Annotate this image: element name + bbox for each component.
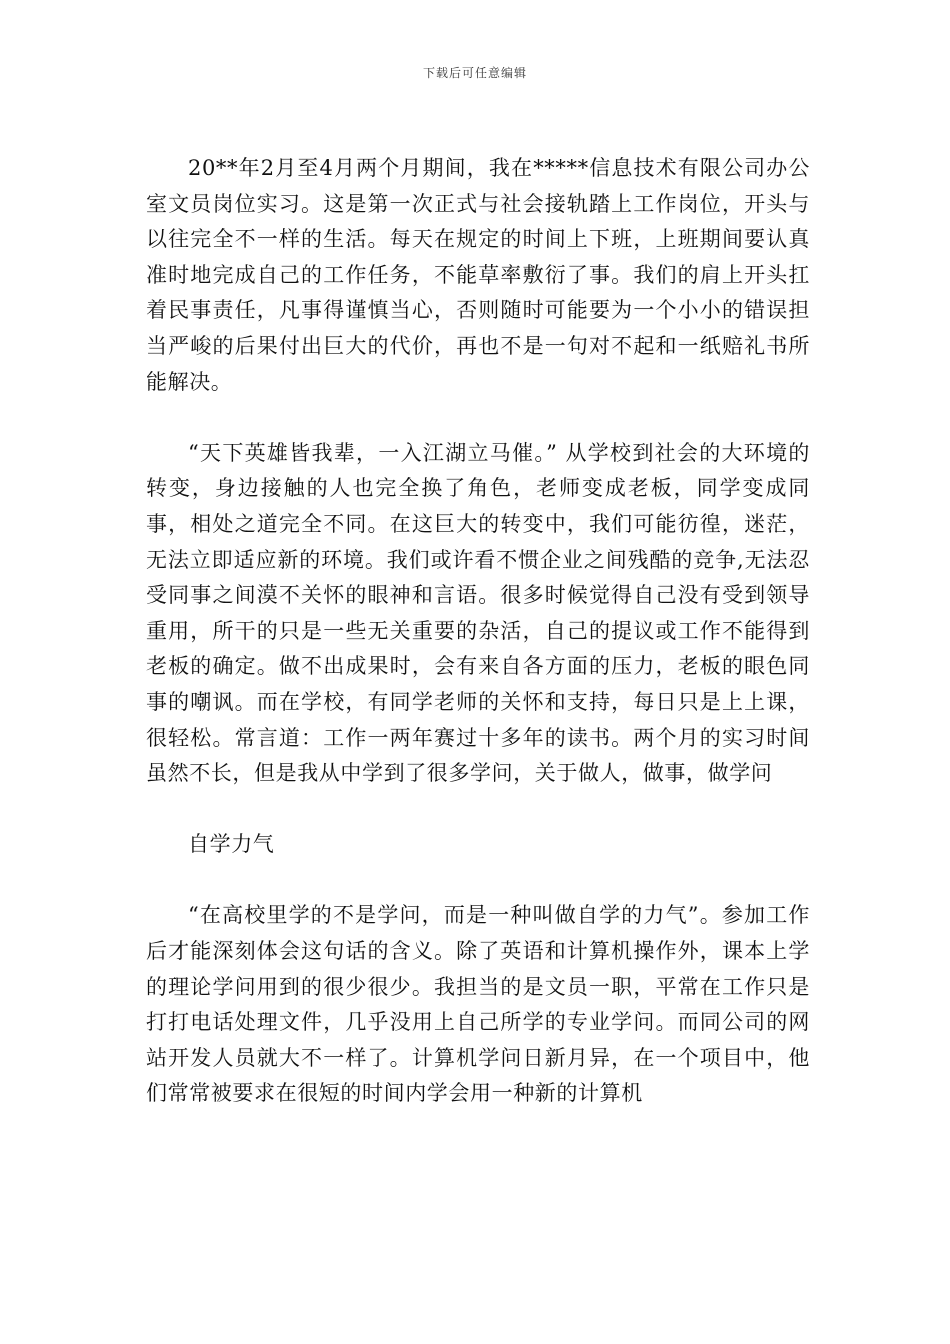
paragraph-environment-change: “天下英雄皆我辈，一入江湖立马催。” 从学校到社会的大环境的转变，身边接触的人也完全换了角色，老师变成老板，同学变成同事，相处之道完全不同。在这巨大的转变中，我们可能彷徨，迷茫，无法立即适应新的环境。我们或许看不惯企业之间残酷的竞争,无法忍受同事之间漠不关怀的眼神和言语。很多时候觉得自己没有受到领导重用，所干的只是一些无关重要的杂活，自己的提议或工作不能得到老板的确定。做不出成果时，会有来自各方面的压力，老板的眼色同事的嘲讽。而在学校，有同学老师的关怀和支持，每日只是上上课，很轻松。常言道：工作一两年赛过十多年的读书。两个月的实习时间虽然不长，但是我从中学到了很多学问，关于做人，做事，做学问 <box>146 440 810 786</box>
paragraph-internship-intro: 20**年2月至4月两个月期间，我在*****信息技术有限公司办公室文员岗位实习。这是第一次正式与社会接轨踏上工作岗位，开头与以往完全不一样的生活。每天在规定的时间上下班，上班期间要认真准时地完成自己的工作任务，不能草率敷衍了事。我们的肩上开头扛着民事责任，凡事得谨慎当心，否则随时可能要为一个小小的错误担当严峻的后果付出巨大的代价，再也不是一句对不起和一纸赔礼书所能解决。 <box>146 156 810 394</box>
section-heading-self-study: 自学力气 <box>188 832 275 857</box>
paragraph-self-study: “在高校里学的不是学问，而是一种叫做自学的力气”。参加工作后才能深刻体会这句话的含义。除了英语和计算机操作外，课本上学的理论学问用到的很少很少。我担当的是文员一职，平常在工作只是打打电话处理文件，几乎没用上自己所学的专业学问。而同公司的网站开发人员就大不一样了。计算机学问日新月异，在一个项目中，他们常常被要求在很短的时间内学会用一种新的计算机 <box>146 903 810 1106</box>
page-header-note: 下载后可任意编辑 <box>422 66 527 80</box>
document-body <box>146 151 810 1112</box>
